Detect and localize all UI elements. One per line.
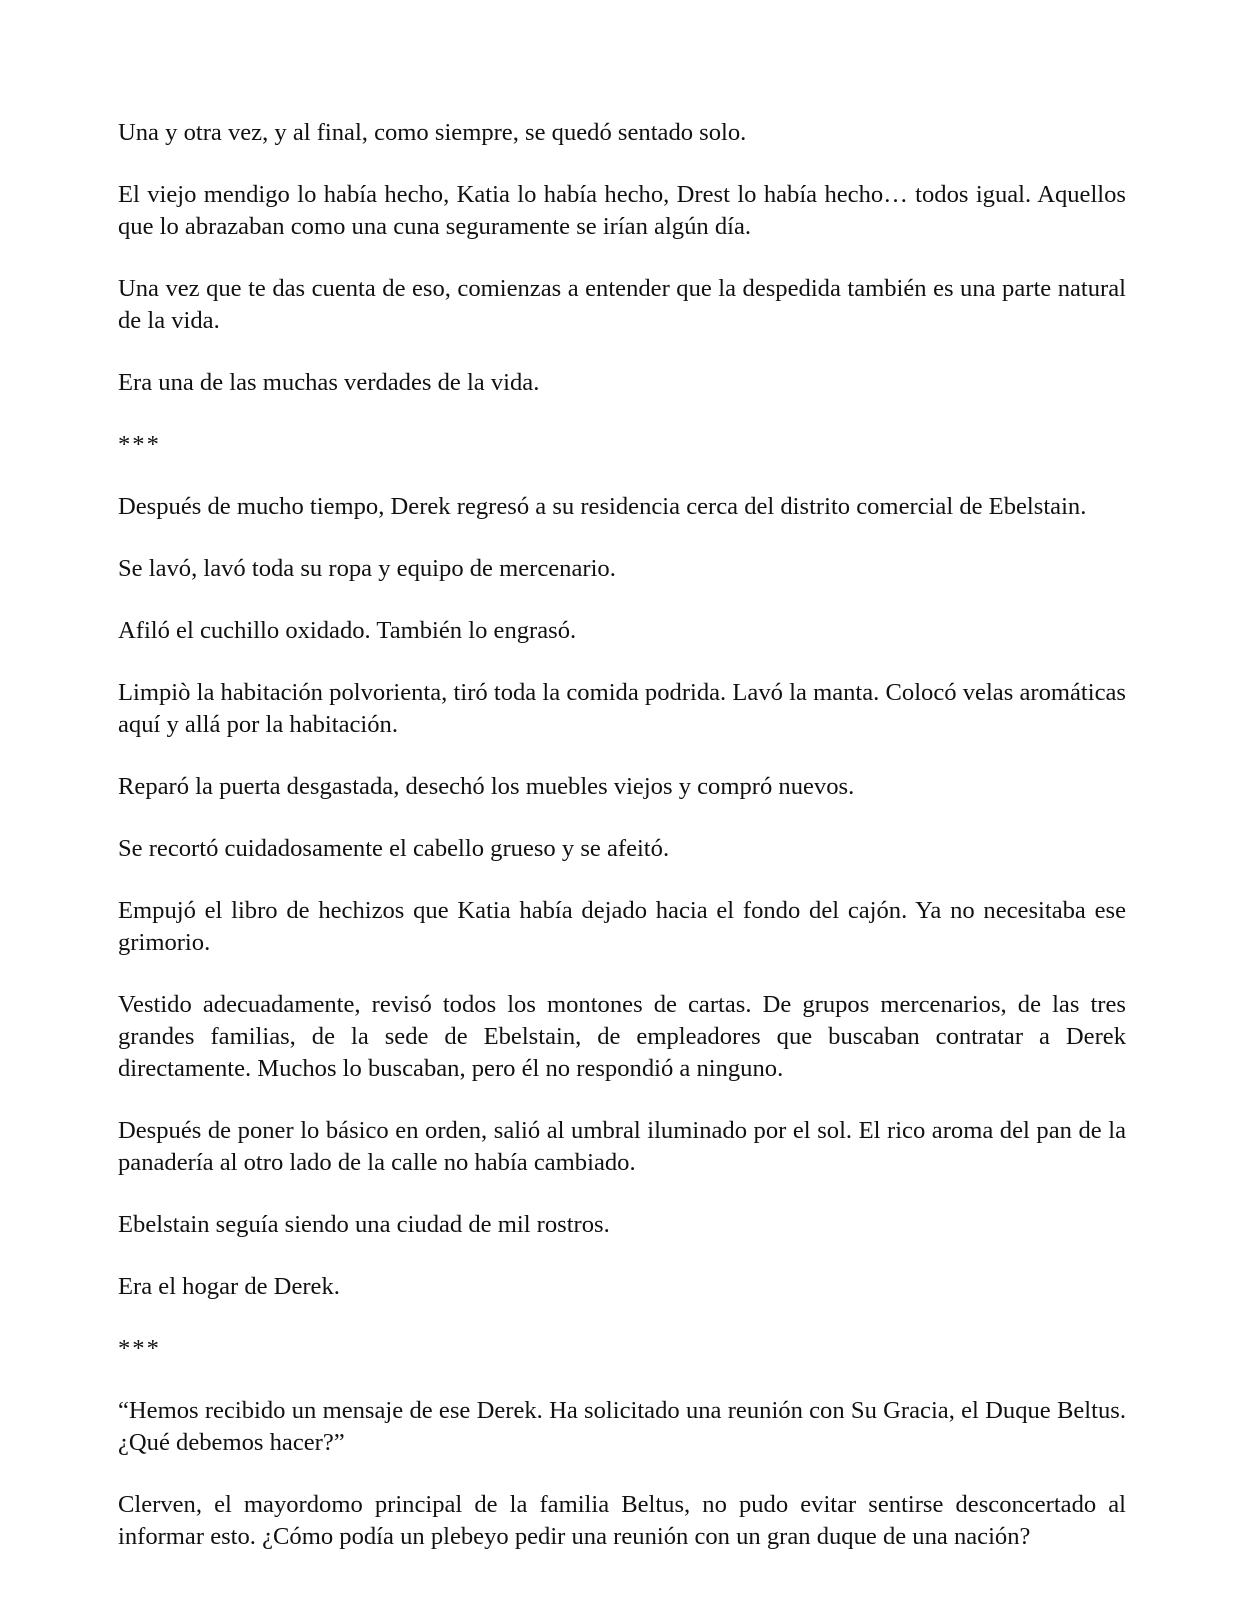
paragraph: Se lavó, lavó toda su ropa y equipo de mercenario. [118, 555, 616, 582]
section-separator: *** [118, 431, 161, 458]
paragraph: Reparó la puerta desgastada, desechó los muebles viejos y compró nuevos. [118, 773, 855, 800]
paragraph: El viejo mendigo lo había hecho, Katia lo había hecho, Drest lo había hecho… todos igual. Aquellos que lo abrazaban como una cuna seguramente se irían algún día. [118, 181, 1126, 240]
paragraph: Después de mucho tiempo, Derek regresó a su residencia cerca del distrito comercial de Ebelstain. [118, 493, 1087, 520]
paragraph: Vestido adecuadamente, revisó todos los montones de cartas. De grupos mercenarios, de las tres grandes familias, de la sede de Ebelstain, de empleadores que buscaban contratar a Derek directamente. Muchos lo buscaban, pero él no respondió a ninguno. [118, 991, 1126, 1082]
paragraph: Una y otra vez, y al final, como siempre, se quedó sentado solo. [118, 119, 747, 146]
paragraph: Después de poner lo básico en orden, salió al umbral iluminado por el sol. El rico aroma del pan de la panadería al otro lado de la calle no había cambiado. [118, 1117, 1126, 1176]
paragraph: Limpiò la habitación polvorienta, tiró toda la comida podrida. Lavó la manta. Colocó velas aromáticas aquí y allá por la habitación. [118, 679, 1126, 738]
paragraph: Una vez que te das cuenta de eso, comienzas a entender que la despedida también es una parte natural de la vida. [118, 275, 1126, 334]
section-separator: *** [118, 1335, 161, 1362]
paragraph: Era una de las muchas verdades de la vida. [118, 369, 540, 396]
document-body [118, 117, 1126, 1583]
paragraph: Era el hogar de Derek. [118, 1273, 340, 1300]
paragraph: Empujó el libro de hechizos que Katia había dejado hacia el fondo del cajón. Ya no necesitaba ese grimorio. [118, 897, 1126, 956]
paragraph: Clerven, el mayordomo principal de la familia Beltus, no pudo evitar sentirse desconcertado al informar esto. ¿Cómo podía un plebeyo pedir una reunión con un gran duque de una nación? [118, 1491, 1126, 1550]
paragraph: Se recortó cuidadosamente el cabello grueso y se afeitó. [118, 835, 670, 862]
paragraph: Ebelstain seguía siendo una ciudad de mil rostros. [118, 1211, 610, 1238]
paragraph: Afiló el cuchillo oxidado. También lo engrasó. [118, 617, 577, 644]
paragraph: “Hemos recibido un mensaje de ese Derek. Ha solicitado una reunión con Su Gracia, el Duque Beltus. ¿Qué debemos hacer?” [118, 1397, 1126, 1456]
